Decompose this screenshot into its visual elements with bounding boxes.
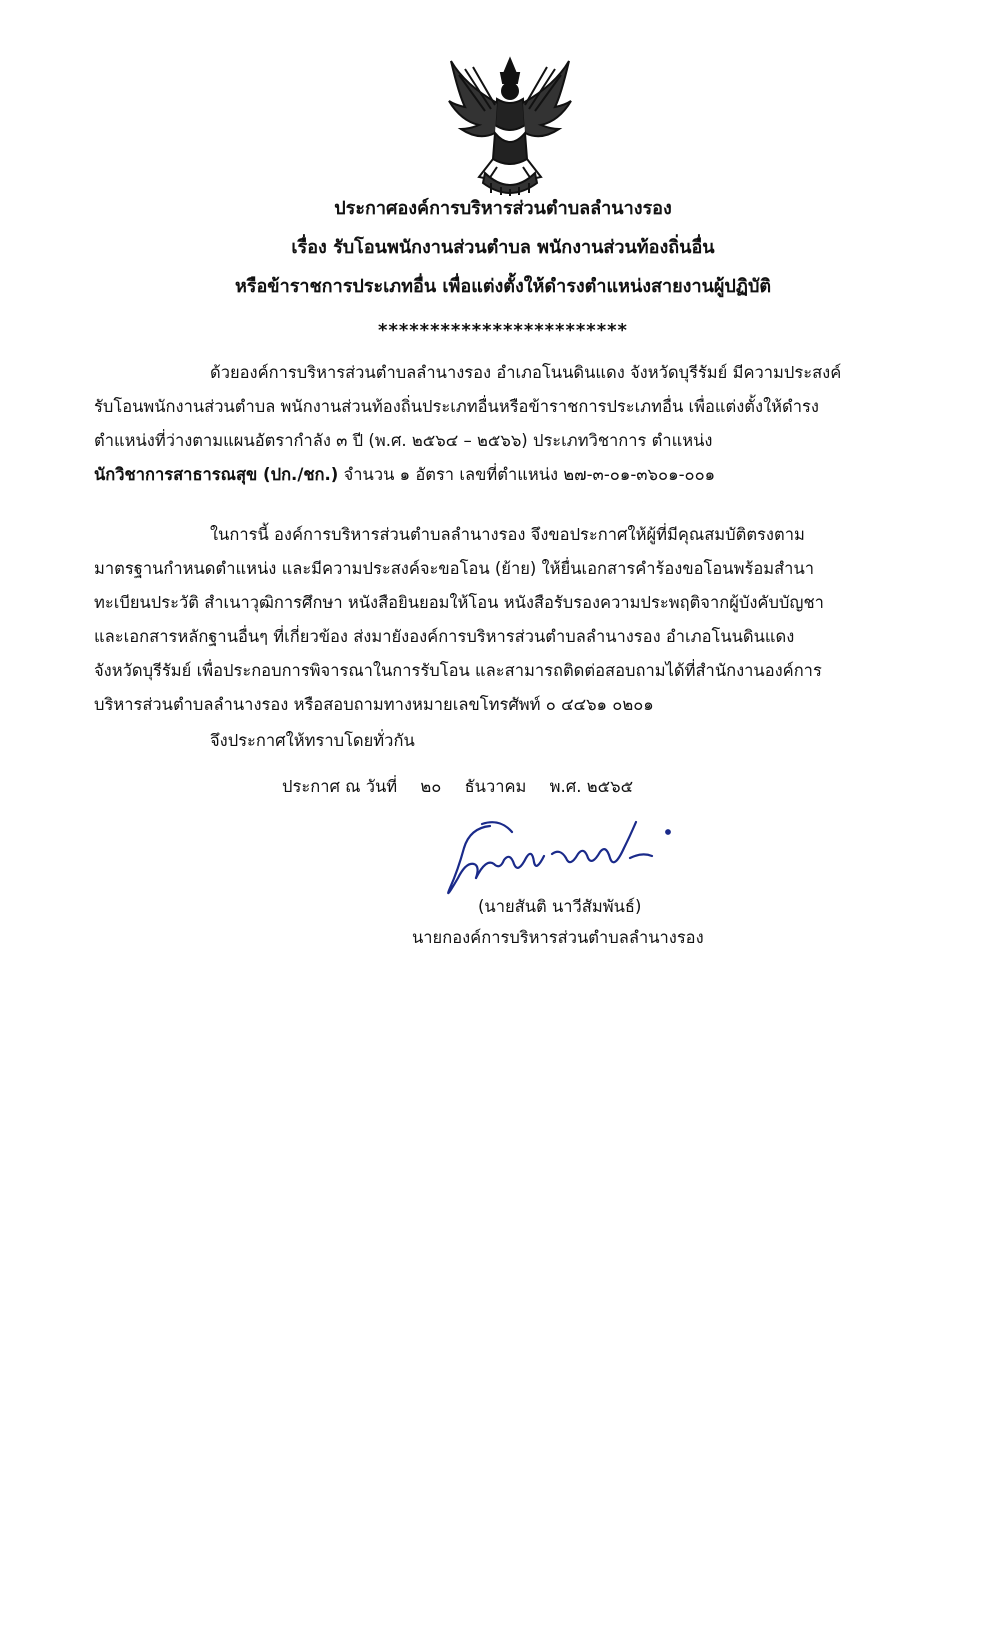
- paragraph-2-line: ทะเบียนประวัติ สำเนาวุฒิการศึกษา หนังสือยินยอมให้โอน หนังสือรับรองความประพฤติจากผู้บังคับบัญชา: [94, 593, 824, 612]
- title-separator: ************************: [378, 320, 628, 341]
- paragraph-2-line: บริหารส่วนตำบลลำนางรอง หรือสอบถามทางหมายเลขโทรศัพท์ ๐ ๔๔๖๑ ๐๒๐๑: [94, 695, 654, 714]
- position-name: นักวิชาการสาธารณสุข (ปก./ชก.): [94, 465, 339, 484]
- date-day: ๒๐: [420, 777, 442, 796]
- date-prefix: ประกาศ ณ วันที่: [282, 777, 398, 796]
- paragraph-2-line: จังหวัดบุรีรัมย์ เพื่อประกอบการพิจารณาในการรับโอน และสามารถติดต่อสอบถามได้ที่สำนักงานองค์การ: [94, 661, 822, 680]
- position-details: จำนวน ๑ อัตรา เลขที่ตำแหน่ง ๒๗-๓-๐๑-๓๖๐๑-๐๐๑: [338, 465, 716, 484]
- closing-statement: จึงประกาศให้ทราบโดยทั่วกัน: [210, 731, 415, 750]
- date-month: ธันวาคม: [464, 777, 527, 796]
- announcement-subject-continued: หรือข้าราชการประเภทอื่น เพื่อแต่งตั้งให้ดำรงตำแหน่งสายงานผู้ปฏิบัติ: [234, 276, 772, 297]
- paragraph-1-line: ตำแหน่งที่ว่างตามแผนอัตรากำลัง ๓ ปี (พ.ศ. ๒๕๖๔ – ๒๕๖๖) ประเภทวิชาการ ตำแหน่ง: [94, 431, 713, 450]
- date-year: พ.ศ. ๒๕๖๕: [549, 777, 634, 796]
- announcement-date: [282, 772, 651, 802]
- paragraph-2-line: และเอกสารหลักฐานอื่นๆ ที่เกี่ยวข้อง ส่งมายังองค์การบริหารส่วนตำบลลำนางรอง อำเภอโนนดินแดง: [94, 627, 795, 646]
- body-paragraph-1: [94, 356, 934, 492]
- announcement-subject: เรื่อง รับโอนพนักงานส่วนตำบล พนักงานส่วนท้องถิ่นอื่น: [291, 237, 715, 258]
- paragraph-1-line: [94, 458, 934, 492]
- garuda-emblem-icon: [445, 55, 575, 197]
- signer-title: นายกองค์การบริหารส่วนตำบลลำนางรอง: [412, 928, 704, 947]
- paragraph-2-line: ในการนี้ องค์การบริหารส่วนตำบลลำนางรอง จึงขอประกาศให้ผู้ที่มีคุณสมบัติตรงตาม: [210, 525, 805, 544]
- paragraph-2-line: มาตรฐานกำหนดตำแหน่ง และมีความประสงค์จะขอโอน (ย้าย) ให้ยื่นเอกสารคำร้องขอโอนพร้อมสำนา: [94, 559, 814, 578]
- paragraph-1-line: ด้วยองค์การบริหารส่วนตำบลลำนางรอง อำเภอโนนดินแดง จังหวัดบุรีรัมย์ มีความประสงค์: [210, 363, 842, 382]
- paragraph-1-line: รับโอนพนักงานส่วนตำบล พนักงานส่วนท้องถิ่นประเภทอื่นหรือข้าราชการประเภทอื่น เพื่อแต่งตั้งให้ดำรง: [94, 397, 819, 416]
- signer-name: (นายสันติ นาวีสัมพันธ์): [478, 897, 642, 916]
- announcement-title: ประกาศองค์การบริหารส่วนตำบลลำนางรอง: [334, 198, 672, 219]
- body-paragraph-2: [94, 518, 934, 722]
